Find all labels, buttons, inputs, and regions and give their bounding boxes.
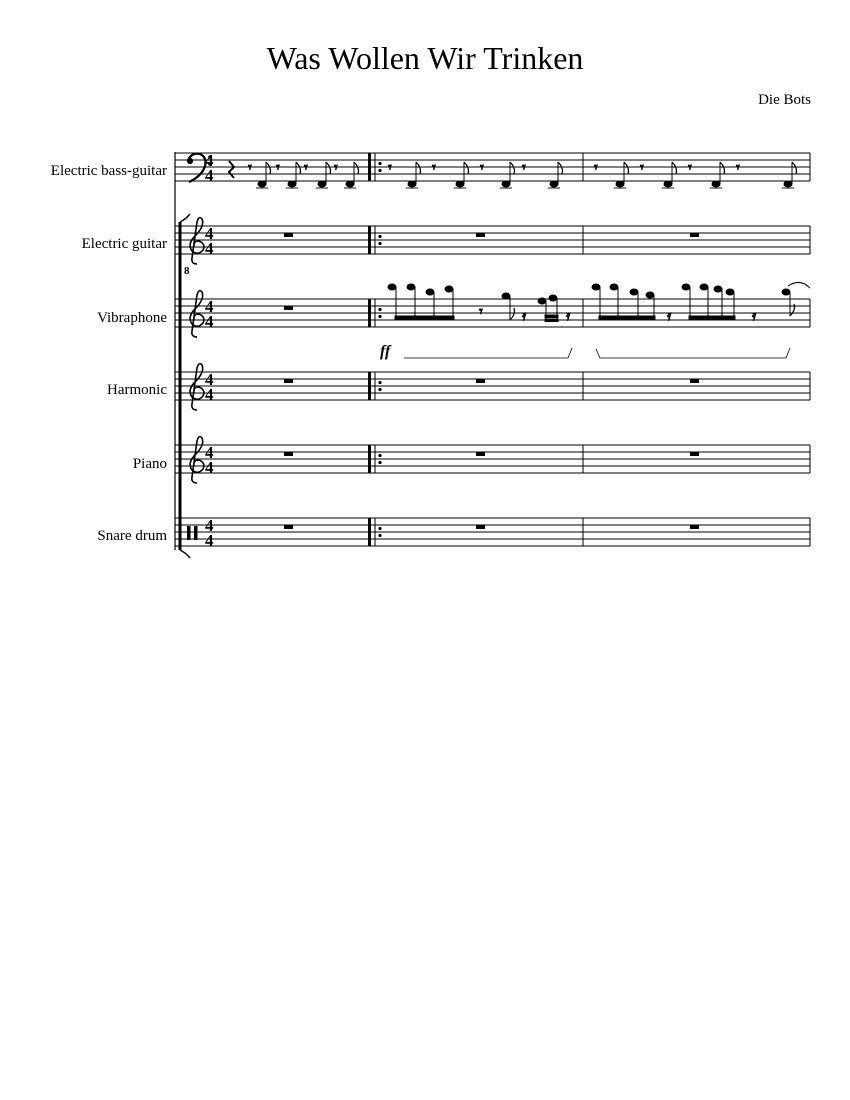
eighth-rest: 𝄾 bbox=[432, 160, 436, 176]
staff-vibraphone bbox=[175, 299, 810, 327]
treble-clef-guitar bbox=[190, 218, 204, 264]
eighth-rest: 𝄾 bbox=[248, 160, 252, 176]
treble-clef-piano bbox=[190, 437, 204, 483]
timesig-num-snare: 4 bbox=[205, 516, 214, 535]
eighth-note bbox=[664, 181, 672, 187]
dynamic-marking: ff bbox=[380, 343, 391, 360]
vibraphone-brackets bbox=[404, 348, 790, 358]
eighth-rest: 𝄾 bbox=[304, 160, 308, 176]
eighth-rest: 𝄾 bbox=[688, 160, 692, 176]
barlines bbox=[583, 153, 810, 546]
eighth-note bbox=[258, 181, 266, 187]
timesig-num-guitar: 4 bbox=[205, 224, 214, 243]
instrument-label-bass: Electric bass-guitar bbox=[50, 163, 167, 179]
timesig-den-harmonic: 4 bbox=[205, 385, 214, 404]
treble-clef-harmonic bbox=[190, 364, 204, 410]
vibraphone-notes bbox=[388, 282, 810, 324]
timesig-den-piano: 4 bbox=[205, 458, 214, 477]
staff-piano bbox=[175, 445, 810, 473]
timesig-num-harmonic: 4 bbox=[205, 370, 214, 389]
timesig-den-vibraphone: 4 bbox=[205, 312, 214, 331]
instrument-label-harmonic: Harmonic bbox=[107, 382, 167, 398]
whole-rests bbox=[284, 233, 699, 529]
instrument-label-piano: Piano bbox=[132, 456, 167, 472]
time-signatures bbox=[205, 151, 214, 550]
composer-name: Die Bots bbox=[758, 92, 811, 108]
timesig-den-guitar: 4 bbox=[205, 239, 214, 258]
svg-text:𝄿: 𝄿 bbox=[752, 308, 757, 324]
timesig-den-bass: 4 bbox=[205, 166, 214, 185]
svg-text:𝄾: 𝄾 bbox=[479, 304, 483, 320]
eighth-note bbox=[712, 181, 720, 187]
score-title: Was Wollen Wir Trinken bbox=[266, 40, 584, 76]
timesig-num-bass: 4 bbox=[205, 151, 214, 170]
staff-harmonic bbox=[175, 372, 810, 400]
instrument-label-snare: Snare drum bbox=[97, 528, 167, 544]
eighth-rest: 𝄾 bbox=[736, 160, 740, 176]
timesig-num-piano: 4 bbox=[205, 443, 214, 462]
eighth-rest: 𝄾 bbox=[480, 160, 484, 176]
svg-text:𝄿: 𝄿 bbox=[522, 308, 527, 324]
instrument-label-guitar: Electric guitar bbox=[81, 236, 167, 252]
eighth-note bbox=[288, 181, 296, 187]
staff-guitar bbox=[175, 226, 810, 254]
eighth-rest: 𝄾 bbox=[388, 160, 392, 176]
eighth-note bbox=[346, 181, 354, 187]
eighth-rest: 𝄾 bbox=[522, 160, 526, 176]
svg-text:𝄿: 𝄿 bbox=[566, 308, 571, 324]
svg-text:𝄿: 𝄿 bbox=[667, 308, 672, 324]
staff-snare bbox=[175, 518, 810, 546]
eighth-note bbox=[502, 181, 510, 187]
eighth-rest: 𝄾 bbox=[334, 160, 338, 176]
eighth-rest: 𝄾 bbox=[276, 160, 280, 176]
eighth-note bbox=[318, 181, 326, 187]
eighth-note bbox=[456, 181, 464, 187]
percussion-clef bbox=[187, 526, 198, 540]
timesig-den-snare: 4 bbox=[205, 531, 214, 550]
eighth-rest: 𝄾 bbox=[640, 160, 644, 176]
eighth-note bbox=[784, 181, 792, 187]
instrument-label-vibraphone: Vibraphone bbox=[97, 310, 167, 326]
treble-clef-vibraphone bbox=[190, 291, 204, 337]
eighth-rest: 𝄾 bbox=[594, 160, 598, 176]
octave-marker: 8 bbox=[184, 265, 190, 277]
eighth-note bbox=[616, 181, 624, 187]
eighth-note bbox=[550, 181, 558, 187]
timesig-num-vibraphone: 4 bbox=[205, 297, 214, 316]
eighth-note bbox=[408, 181, 416, 187]
